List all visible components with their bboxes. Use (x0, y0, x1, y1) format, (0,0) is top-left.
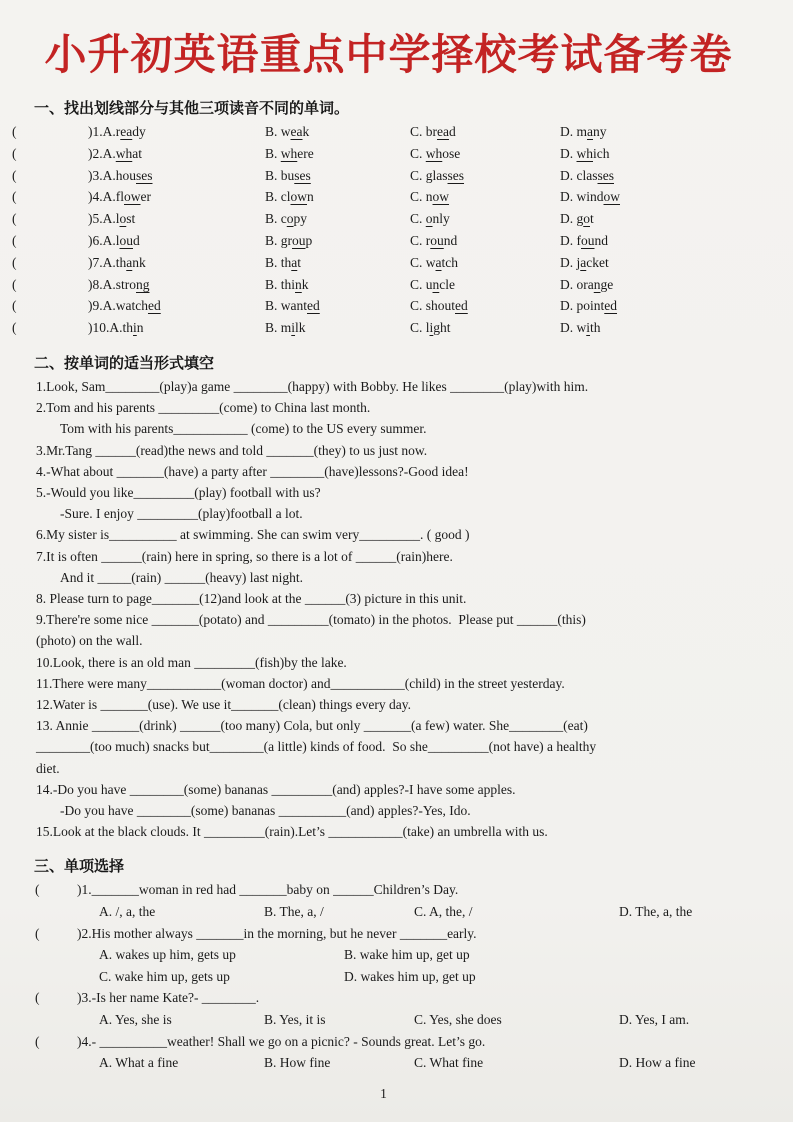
option-c: C. round (410, 232, 458, 248)
answer-bracket: ( (12, 211, 17, 227)
fill-blank-line: 3.Mr.Tang ______(read)the news and told _______(they) to us just now. (36, 442, 428, 458)
fill-blank-line: ________(too much) snacks but________(a little) kinds of food. So she_________(not have) a healthy (36, 739, 597, 755)
option-d: D. pointed (560, 298, 618, 314)
option-c: C. uncle (410, 276, 456, 292)
answer-bracket: ( (35, 990, 40, 1006)
fill-blank-line: 2.Tom and his parents _________(come) to China last month. (36, 400, 371, 416)
option-c: C. shouted (410, 298, 468, 314)
fill-blank-line: 12.Water is _______(use). We use it_______(clean) things every day. (36, 697, 411, 713)
underlined-letters: wh (425, 145, 443, 161)
stem-text: )4.- __________weather! Shall we go on a picnic? - Sounds great. Let’s go. (77, 1033, 486, 1049)
underlined-letters: i (291, 320, 296, 336)
option-b: B. clown (265, 189, 314, 205)
section2-lines (36, 376, 767, 842)
underlined-letters: ou (430, 232, 444, 248)
option-a: )7.A.thank (88, 254, 146, 270)
underlined-letters: a (126, 254, 133, 270)
option-d: D. Yes, I am. (619, 1012, 690, 1027)
underlined-letters: o (583, 211, 590, 227)
page-title: 小升初英语重点中学择校考试备考卷 (44, 31, 733, 78)
pronunciation-row (12, 295, 767, 317)
underlined-letters: ng (136, 276, 150, 292)
underlined-letters: ea (290, 124, 303, 139)
underlined-letters: ses (597, 167, 614, 183)
option-a: )6.A.loud (88, 232, 140, 248)
pronunciation-row (12, 230, 767, 252)
choice-question-stem (35, 1031, 767, 1053)
option-c: C. Yes, she does (414, 1012, 502, 1027)
option-d: D. window (560, 189, 620, 205)
underlined-letters: a (435, 254, 442, 270)
option-c: C. only (410, 211, 450, 227)
option-b: B. buses (265, 167, 311, 183)
options-row (99, 901, 767, 923)
answer-bracket: ( (35, 882, 40, 898)
fill-blank-line: 6.My sister is__________ at swimming. She can swim very_________. ( good ) (36, 527, 470, 543)
underlined-letters: ses (294, 167, 311, 183)
underlined-letters: ed (455, 298, 468, 314)
option-a: )8.A.strong (88, 276, 150, 292)
underlined-letters: ea (437, 124, 449, 139)
fill-blank-line: -Sure. I enjoy _________(play)football a lot. (60, 506, 303, 522)
underlined-letters: ea (120, 124, 133, 139)
section3-questions (35, 879, 767, 1073)
option-b: B. wanted (265, 298, 320, 314)
fill-blank-line: 13. Annie _______(drink) ______(too many) Cola, but only _______(a few) water. She________(eat) (36, 718, 588, 734)
answer-bracket: ( (12, 145, 17, 161)
underlined-letters: ow (432, 189, 450, 205)
fill-blank-line: 15.Look at the black clouds. It _________(rain).Let’s ___________(take) an umbrella with us. (36, 824, 548, 840)
options-row (99, 1009, 767, 1031)
option-d: D. with (560, 320, 601, 336)
option-b: B. weak (265, 124, 310, 139)
pronunciation-row (12, 274, 767, 296)
underlined-letters: ed (307, 298, 320, 314)
options-row (99, 944, 767, 966)
underlined-letters: wh (280, 145, 298, 161)
option-b: B. group (265, 232, 313, 248)
option-d: D. orange (560, 276, 614, 292)
pronunciation-row (12, 165, 767, 187)
underlined-letters: o (425, 211, 433, 227)
choice-question-stem (35, 987, 767, 1009)
option-d: D. How a fine (619, 1055, 696, 1071)
underlined-letters: ed (604, 298, 618, 314)
stem-text: )2.His mother always _______in the morning, but he never _______early. (77, 925, 477, 941)
fill-blank-line: 11.There were many___________(woman doctor) and___________(child) in the street yesterday. (36, 675, 565, 691)
option-a: )5.A.lost (88, 211, 136, 227)
pronunciation-row (12, 121, 767, 143)
answer-bracket: ( (12, 298, 17, 314)
fill-blank-line: 5.-Would you like_________(play) football with us? (36, 484, 321, 500)
option-c: C. wake him up, gets up (99, 968, 230, 984)
fill-blank-line: 9.There're some nice _______(potato) and _________(tomato) in the photos. Please put ______(this) (36, 612, 586, 628)
underlined-letters: ou (581, 232, 595, 248)
underlined-letters: o (286, 211, 294, 227)
option-a: )10.A.thin (88, 320, 144, 336)
choice-question-stem (35, 923, 767, 945)
section1-rows (12, 121, 767, 339)
answer-bracket: ( (12, 254, 17, 270)
underlined-letters: o (119, 211, 127, 227)
fill-blank-line: 8. Please turn to page_______(12)and look at the ______(3) picture in this unit. (36, 591, 467, 606)
option-c: C. glasses (410, 167, 465, 183)
stem-text: )3.-Is her name Kate?- ________. (77, 990, 260, 1006)
pronunciation-row (12, 317, 767, 339)
option-c: C. What fine (414, 1055, 484, 1071)
answer-bracket: ( (12, 320, 17, 336)
option-c: C. watch (410, 254, 459, 270)
option-c: C. light (410, 320, 451, 336)
fill-blank-line: 7.It is often ______(rain) here in spring, so there is a lot of ______(rain)here. (36, 548, 453, 564)
fill-blank-line: diet. (36, 760, 60, 776)
option-d: D. The, a, the (619, 904, 693, 920)
option-a: )9.A.watched (88, 298, 161, 314)
fill-blank-line: Tom with his parents___________ (come) to the US every summer. (60, 421, 427, 437)
option-d: D. got (560, 211, 594, 227)
underlined-letters: i (429, 320, 434, 336)
underlined-letters: ed (147, 298, 161, 314)
fill-blank-line: 1.Look, Sam________(play)a game ________(happy) with Bobby. He likes ________(play)with him. (36, 378, 589, 394)
underlined-letters: a (580, 254, 587, 270)
option-b: B. milk (265, 320, 306, 336)
option-b: B. think (265, 276, 309, 292)
option-d: D. classes (560, 167, 614, 183)
section2-header: 二、按单词的适当形式填空 (34, 354, 215, 372)
option-b: B. that (265, 254, 302, 270)
option-c: C. A, the, / (414, 904, 473, 920)
underlined-letters: ow (124, 189, 141, 205)
underlined-letters: ow (603, 189, 620, 205)
pronunciation-row (12, 252, 767, 274)
option-b: B. wake him up, get up (344, 947, 470, 963)
fill-blank-line: (photo) on the wall. (36, 633, 143, 649)
option-b: B. where (265, 145, 314, 161)
option-d: D. jacket (560, 254, 609, 270)
answer-bracket: ( (12, 189, 17, 205)
option-d: D. wakes him up, get up (344, 968, 476, 984)
fill-blank-line: And it _____(rain) ______(heavy) last night. (60, 569, 303, 585)
option-a: A. /, a, the (99, 904, 156, 920)
answer-bracket: ( (12, 276, 17, 292)
option-b: B. The, a, / (264, 904, 324, 920)
pronunciation-row (12, 186, 767, 208)
underlined-letters: ow (290, 189, 307, 205)
underlined-letters: wh (576, 145, 593, 161)
fill-blank-line: -Do you have ________(some) bananas __________(and) apples?-Yes, Ido. (60, 803, 471, 819)
option-a: )4.A.flower (88, 189, 151, 205)
fill-blank-line: 10.Look, there is an old man _________(fish)by the lake. (36, 654, 347, 670)
underlined-letters: i (586, 320, 591, 336)
section3-header: 三、单项选择 (34, 858, 125, 876)
option-a: A. What a fine (99, 1055, 179, 1071)
underlined-letters: n (593, 276, 601, 292)
option-a: )1.A.ready (88, 124, 146, 139)
answer-bracket: ( (35, 925, 40, 941)
underlined-letters: a (587, 124, 593, 139)
option-b: B. Yes, it is (264, 1012, 326, 1027)
choice-question-stem (35, 879, 767, 901)
fill-blank-line: 14.-Do you have ________(some) bananas _________(and) apples?-I have some apples. (36, 781, 516, 797)
option-c: C. now (410, 189, 450, 205)
option-a: A. Yes, she is (99, 1012, 172, 1027)
underlined-letters: ou (119, 232, 133, 248)
underlined-letters: a (291, 254, 298, 270)
underlined-letters: i (133, 320, 137, 336)
stem-text: )1._______woman in red had _______baby on ______Children’s Day. (77, 882, 459, 898)
option-c: C. bread (410, 124, 456, 139)
option-c: C. whose (410, 145, 461, 161)
pronunciation-row (12, 208, 767, 230)
option-b: B. copy (265, 211, 307, 227)
option-d: D. found (560, 232, 608, 248)
pronunciation-row (12, 143, 767, 165)
underlined-letters: ou (292, 232, 306, 248)
section1-header: 一、找出划线部分与其他三项读音不同的单词。 (34, 100, 350, 117)
option-d: D. many (560, 124, 607, 139)
option-b: B. How fine (264, 1055, 331, 1071)
option-a: )2.A.what (88, 145, 142, 161)
option-a: A. wakes up him, gets up (99, 947, 236, 963)
option-d: D. which (560, 145, 610, 161)
underlined-letters: ses (136, 167, 153, 183)
answer-bracket: ( (12, 167, 17, 183)
options-row (99, 966, 767, 988)
page-number: 1 (380, 1085, 387, 1101)
underlined-letters: n (432, 276, 440, 292)
underlined-letters: wh (115, 145, 133, 161)
answer-bracket: ( (12, 124, 17, 139)
fill-blank-line: 4.-What about _______(have) a party after ________(have)lessons?-Good idea! (36, 463, 469, 479)
underlined-letters: ses (447, 167, 465, 183)
options-row (99, 1052, 767, 1074)
answer-bracket: ( (35, 1033, 40, 1049)
option-a: )3.A.houses (88, 167, 153, 183)
underlined-letters: n (295, 276, 302, 292)
answer-bracket: ( (12, 232, 17, 248)
